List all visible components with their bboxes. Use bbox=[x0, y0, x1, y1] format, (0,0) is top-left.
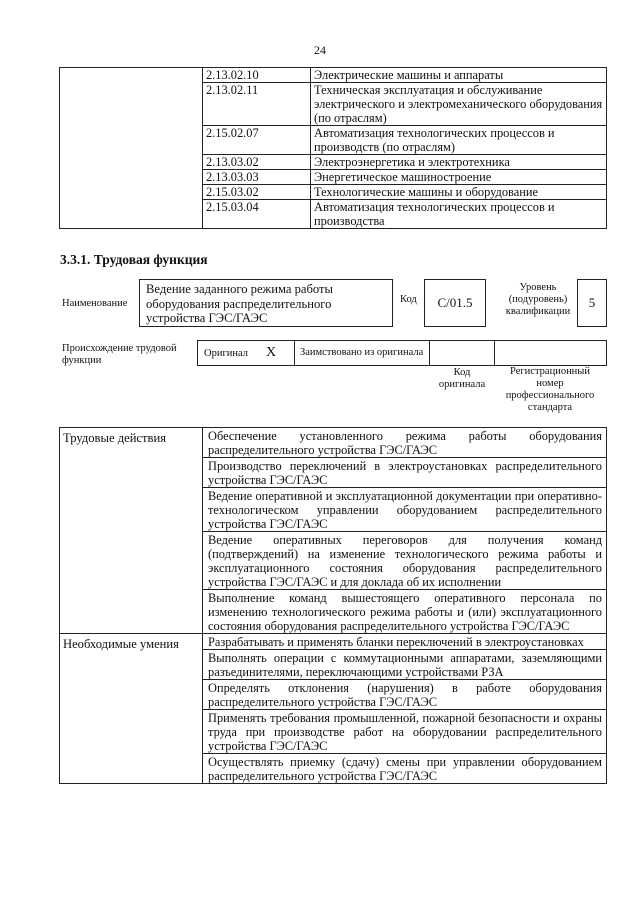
original-label: Оригинал bbox=[204, 348, 248, 359]
labor-action-item: Ведение оперативных переговоров для получения команд (подтверждений) на изменение технологического режима работы и эксплуатационного состояния оборудования распределительного устройства ГЭС/ГАЭС и для доклада об их исполнении bbox=[203, 532, 607, 590]
qualification-level-box: 5 bbox=[577, 279, 607, 327]
borrowed-cell bbox=[294, 340, 430, 366]
required-skills-label: Необходимые умения bbox=[60, 634, 203, 784]
borrowed-label: Заимствовано из оригинала bbox=[300, 347, 424, 358]
code-label: Код bbox=[400, 294, 417, 305]
skill-item: Определять отклонения (нарушения) в работе оборудования распределительного устройства ГЭС/ГАЭС bbox=[203, 680, 607, 710]
function-code-box: С/01.5 bbox=[424, 279, 486, 327]
specialty-name-cell: Автоматизация технологических процессов и производства bbox=[311, 200, 607, 229]
labor-action-item: Ведение оперативной и эксплуатационной документации при оперативно-технологическом управлении оборудованием распределительного устройства ГЭС/ГАЭС bbox=[203, 488, 607, 532]
registration-number-caption: Регистрационный номер профессионального стандарта bbox=[505, 366, 595, 413]
labor-action-item: Производство переключений в электроустановках распределительного устройства ГЭС/ГАЭС bbox=[203, 458, 607, 488]
labor-action-item: Выполнение команд вышестоящего оперативного персонала по изменению технологического режима работы и (или) эксплуатационного состояния оборудования распределительного устройства ГЭС/ГАЭС bbox=[203, 590, 607, 634]
name-label: Наименование bbox=[62, 298, 128, 309]
empty-cell bbox=[60, 68, 203, 229]
labor-action-item: Обеспечение установленного режима работы оборудования распределительного устройства ГЭС/ГАЭС bbox=[203, 428, 607, 458]
labor-function-table bbox=[59, 427, 607, 784]
page-number: 24 bbox=[314, 43, 326, 57]
table-row bbox=[60, 68, 607, 83]
code-cell: 2.15.03.02 bbox=[203, 185, 311, 200]
function-name-box: Ведение заданного режима работы оборудования распределительного устройства ГЭС/ГАЭС bbox=[139, 279, 393, 327]
specialty-name-cell: Энергетическое машиностроение bbox=[311, 170, 607, 185]
skill-item: Разрабатывать и применять бланки переключений в электроустановках bbox=[203, 634, 607, 650]
skill-item: Выполнять операции с коммутационными аппаратами, заземляющими разъединителями, переключающими устройствами РЗА bbox=[203, 650, 607, 680]
specialty-name-cell: Электрические машины и аппараты bbox=[311, 68, 607, 83]
code-cell: 2.15.03.04 bbox=[203, 200, 311, 229]
original-code-caption: Код оригинала bbox=[438, 367, 486, 390]
specialty-name-cell: Техническая эксплуатация и обслуживание электрического и электромеханического оборудования (по отраслям) bbox=[311, 83, 607, 126]
table-row bbox=[60, 634, 607, 650]
code-cell: 2.13.03.02 bbox=[203, 155, 311, 170]
skill-item: Применять требования промышленной, пожарной безопасности и охраны труда при производстве работ на оборудовании распределительного устройства ГЭС/ГАЭС bbox=[203, 710, 607, 754]
original-cell bbox=[197, 340, 295, 366]
labor-actions-label: Трудовые действия bbox=[60, 428, 203, 634]
table-row bbox=[60, 428, 607, 458]
original-code-cell bbox=[429, 340, 495, 366]
specialty-name-cell: Электроэнергетика и электротехника bbox=[311, 155, 607, 170]
code-cell: 2.13.02.11 bbox=[203, 83, 311, 126]
code-cell: 2.13.03.03 bbox=[203, 170, 311, 185]
specialty-name-cell: Технологические машины и оборудование bbox=[311, 185, 607, 200]
original-mark: X bbox=[266, 345, 277, 360]
qualification-level-label: Уровень (подуровень) квалификации bbox=[505, 282, 571, 317]
code-cell: 2.13.02.10 bbox=[203, 68, 311, 83]
specialty-name-cell: Автоматизация технологических процессов и производств (по отраслям) bbox=[311, 126, 607, 155]
origin-label: Происхождение трудовой функции bbox=[62, 343, 177, 366]
code-cell: 2.15.02.07 bbox=[203, 126, 311, 155]
specialty-codes-table bbox=[59, 67, 607, 229]
registration-number-cell bbox=[494, 340, 607, 366]
section-title: 3.3.1. Трудовая функция bbox=[60, 252, 208, 267]
skill-item: Осуществлять приемку (сдачу) смены при управлении оборудованием распределительного устройства ГЭС/ГАЭС bbox=[203, 754, 607, 784]
